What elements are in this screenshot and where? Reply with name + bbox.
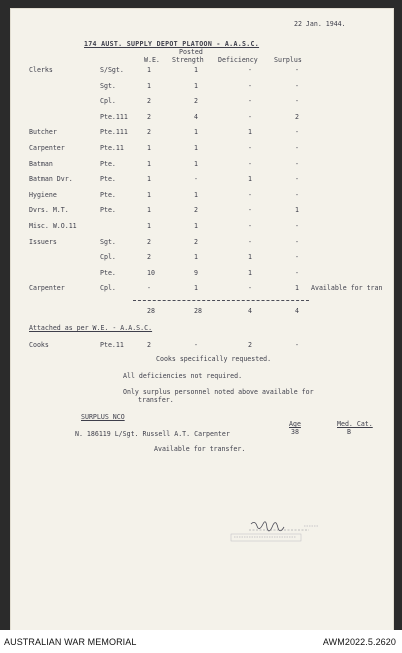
document-date: 22 Jan. 1944. <box>294 20 346 28</box>
row-surplus: - <box>295 190 299 199</box>
table-row <box>11 82 393 91</box>
table-row <box>11 253 393 262</box>
row-posted: 4 <box>194 112 198 121</box>
row-posted: 1 <box>194 159 198 168</box>
footer-bar <box>0 630 402 653</box>
row-posted: 1 <box>194 144 198 152</box>
row-surplus: - <box>295 159 299 168</box>
row-rank: Cpl. <box>100 97 116 106</box>
document-title: 174 AUST. SUPPLY DEPOT PLATOON - A.A.S.C. <box>84 40 260 48</box>
row-surplus: - <box>295 97 299 106</box>
row-wr: 1 <box>147 66 151 74</box>
totals-divider <box>133 300 309 301</box>
row-wr: 2 <box>147 128 151 137</box>
row-name: Butcher <box>29 128 57 137</box>
row-surplus: 1 <box>295 284 299 293</box>
attached-rank: Pte.11 <box>100 341 124 349</box>
row-wr: - <box>147 284 151 293</box>
med-cat-label: Med. Cat. <box>337 420 373 428</box>
age-value: 38 <box>291 428 299 436</box>
attached-row <box>11 341 393 350</box>
row-surplus: - <box>295 237 299 246</box>
totals-row <box>11 307 393 316</box>
total-deficiency: 4 <box>248 307 252 315</box>
note-surplus-line2: transfer. <box>138 396 174 404</box>
row-posted: 1 <box>194 253 198 262</box>
row-surplus: 1 <box>295 206 299 215</box>
table-row <box>11 128 393 137</box>
table-row <box>11 144 393 153</box>
row-rank: Pte. <box>100 268 116 277</box>
row-deficiency: 1 <box>248 128 252 137</box>
row-rank: S/Sgt. <box>100 66 124 74</box>
row-rank: Pte. <box>100 206 116 215</box>
row-surplus: - <box>295 253 299 262</box>
row-rank: Pte. <box>100 175 116 184</box>
row-wr: 1 <box>147 81 151 90</box>
row-posted: 1 <box>194 222 198 230</box>
row-deficiency: - <box>248 190 252 199</box>
row-surplus: 2 <box>295 112 299 121</box>
row-rank: Pte.111 <box>100 112 128 121</box>
row-name: Carpenter <box>29 144 65 152</box>
row-surplus: - <box>295 81 299 90</box>
row-deficiency: 1 <box>248 253 252 262</box>
row-name: Hygiene <box>29 190 57 199</box>
row-deficiency: - <box>248 284 252 293</box>
row-deficiency: - <box>248 206 252 215</box>
total-posted: 28 <box>194 307 202 315</box>
row-posted: 1 <box>194 81 198 90</box>
row-deficiency: - <box>248 81 252 90</box>
header-strength: Strength <box>172 56 204 64</box>
row-rank: Pte. <box>100 159 116 168</box>
attached-heading: Attached as per W.E. - A.A.S.C. <box>29 324 153 332</box>
header-surplus: Surplus <box>274 56 302 64</box>
row-wr: 1 <box>147 175 151 184</box>
row-name: Carpenter <box>29 284 65 293</box>
total-surplus: 4 <box>295 307 299 315</box>
row-deficiency: - <box>248 222 252 230</box>
signature-stamp <box>219 514 329 554</box>
row-note: Available for tran <box>311 284 383 293</box>
age-label: Age <box>289 420 301 428</box>
row-rank: Pte.11 <box>100 144 124 152</box>
attached-posted: - <box>194 341 198 349</box>
row-wr: 2 <box>147 97 151 106</box>
row-posted: 2 <box>194 206 198 215</box>
row-posted: 1 <box>194 284 198 293</box>
header-deficiency: Deficiency <box>218 56 258 64</box>
table-row <box>11 97 393 106</box>
row-wr: 1 <box>147 206 151 215</box>
table-row <box>11 160 393 169</box>
note-surplus-line1: Only surplus personnel noted above available for <box>123 388 314 396</box>
table-row <box>11 238 393 247</box>
row-wr: 2 <box>147 112 151 121</box>
row-wr: 1 <box>147 159 151 168</box>
row-deficiency: 1 <box>248 268 252 277</box>
row-name: Clerks <box>29 66 53 74</box>
row-name: Dvrs. M.T. <box>29 206 69 215</box>
table-row <box>11 113 393 122</box>
row-deficiency: - <box>248 237 252 246</box>
row-wr: 1 <box>147 190 151 199</box>
table-row <box>11 206 393 215</box>
surplus-person: N. 186119 L/Sgt. Russell A.T. Carpenter <box>75 430 230 438</box>
footer-reference: AWM2022.5.2620 <box>322 637 396 647</box>
row-rank: Pte. <box>100 190 116 199</box>
row-wr: 1 <box>147 144 151 152</box>
row-deficiency: - <box>248 97 252 106</box>
total-wr: 28 <box>147 307 155 315</box>
attached-wr: 2 <box>147 341 151 349</box>
row-wr: 10 <box>147 268 155 277</box>
surplus-note: Available for transfer. <box>154 445 246 453</box>
surplus-nco-heading: SURPLUS NCO <box>81 413 125 421</box>
row-posted: 9 <box>194 268 198 277</box>
row-posted: - <box>194 175 198 184</box>
attached-deficiency: 2 <box>248 341 252 349</box>
row-name: Misc. W.O.11 <box>29 222 77 230</box>
row-deficiency: 1 <box>248 175 252 184</box>
row-surplus: - <box>295 128 299 137</box>
attached-surplus: - <box>295 341 299 349</box>
row-name: Batman <box>29 159 53 168</box>
row-deficiency: - <box>248 159 252 168</box>
row-rank: Sgt. <box>100 81 116 90</box>
row-rank: Cpl. <box>100 284 116 293</box>
table-row <box>11 191 393 200</box>
row-rank: Pte.111 <box>100 128 128 137</box>
table-row <box>11 269 393 278</box>
row-rank: Cpl. <box>100 253 116 262</box>
row-posted: 1 <box>194 190 198 199</box>
header-posted: Posted <box>179 48 203 56</box>
row-wr: 2 <box>147 237 151 246</box>
row-posted: 2 <box>194 97 198 106</box>
row-name: Batman Dvr. <box>29 175 73 184</box>
header-wr: W.E. <box>144 56 160 64</box>
row-wr: 1 <box>147 222 151 230</box>
row-wr: 2 <box>147 253 151 262</box>
footer-source: AUSTRALIAN WAR MEMORIAL <box>4 637 137 647</box>
note-deficiencies: All deficiencies not required. <box>123 372 243 380</box>
row-posted: 1 <box>194 66 198 74</box>
table-row <box>11 66 393 75</box>
note-cooks: Cooks specifically requested. <box>156 355 272 363</box>
row-deficiency: - <box>248 112 252 121</box>
row-surplus: - <box>295 222 299 230</box>
row-posted: 2 <box>194 237 198 246</box>
table-row <box>11 175 393 184</box>
row-surplus: - <box>295 175 299 184</box>
table-row <box>11 284 393 293</box>
row-deficiency: - <box>248 66 252 74</box>
row-name: Issuers <box>29 237 57 246</box>
row-rank: Sgt. <box>100 237 116 246</box>
table-row <box>11 222 393 231</box>
document-page <box>10 8 394 632</box>
row-deficiency: - <box>248 144 252 152</box>
attached-name: Cooks <box>29 341 49 349</box>
row-surplus: - <box>295 268 299 277</box>
row-posted: 1 <box>194 128 198 137</box>
row-surplus: - <box>295 66 299 74</box>
row-surplus: - <box>295 144 299 152</box>
med-cat-value: B <box>347 428 351 436</box>
